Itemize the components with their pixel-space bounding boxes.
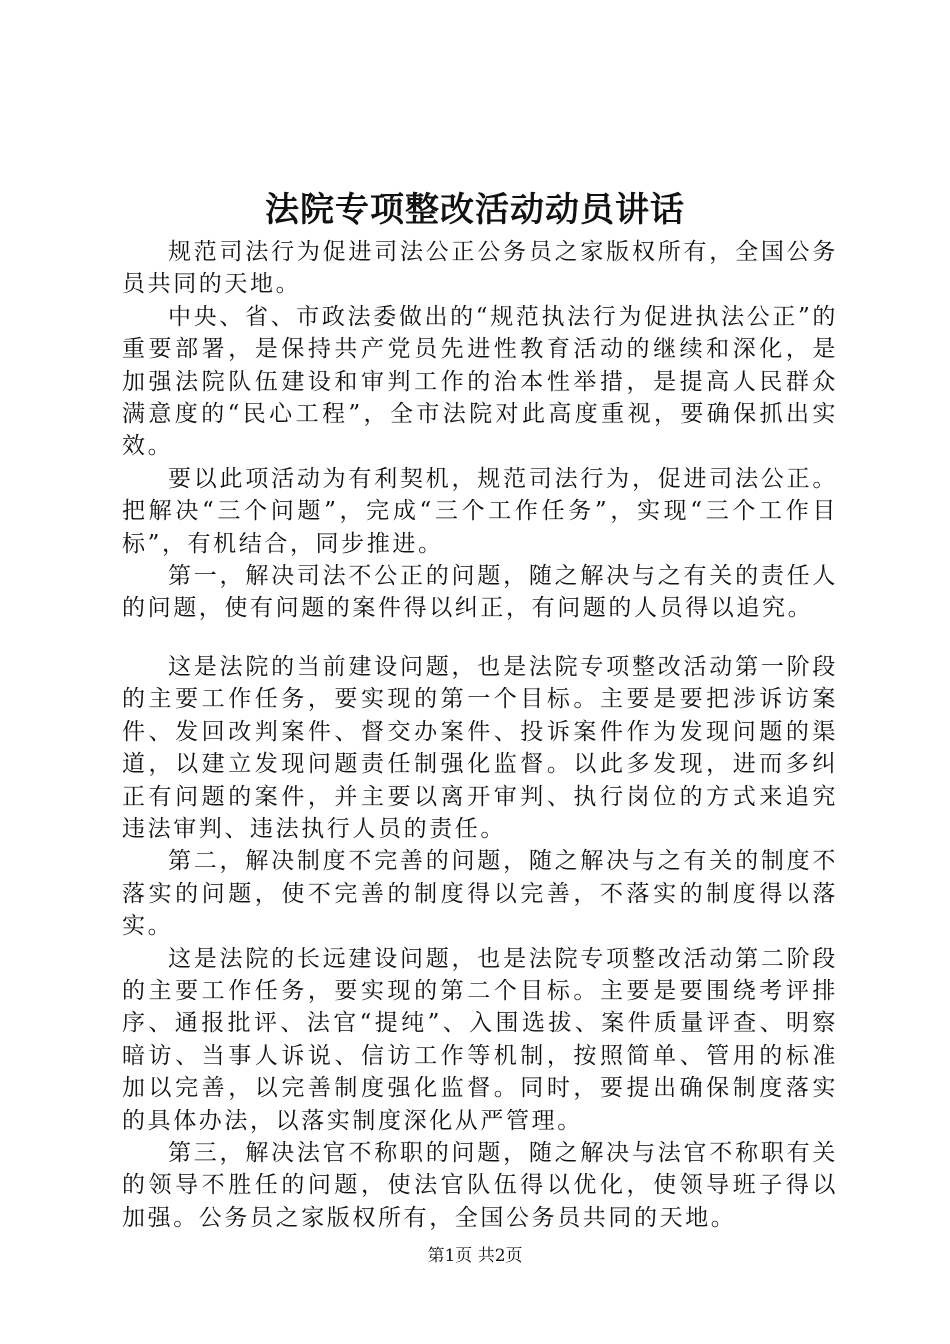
paragraph-7: 这是法院的长远建设问题，也是法院专项整改活动第二阶段的主要工作任务，要实现的第二个目标。主要是要围绕考评排序、通报批评、法官“提纯”、入围选拔、案件质量评查、明察暗访、当事人诉说、信访工作等机制，按照简单、管用的标准加以完善，以完善制度强化监督。同时，要提出确保制度落实的具体办法，以落实制度深化从严管理。 (122, 945, 838, 1134)
paragraph-5: 这是法院的当前建设问题，也是法院专项整改活动第一阶段的主要工作任务，要实现的第一个目标。主要是要把涉诉访案件、发回改判案件、督交办案件、投诉案件作为发现问题的渠道，以建立发现问题责任制强化监督。以此多发现，进而多纠正有问题的案件，并主要以离开审判、执行岗位的方式来追究违法审判、违法执行人员的责任。 (122, 653, 838, 842)
paragraph-1: 规范司法行为促进司法公正公务员之家版权所有，全国公务员共同的天地。 (122, 239, 838, 298)
paragraph-4: 第一，解决司法不公正的问题，随之解决与之有关的责任人的问题，使有问题的案件得以纠正，有问题的人员得以追究。 (122, 563, 838, 622)
paragraph-2: 中央、省、市政法委做出的“规范执法行为促进执法公正”的重要部署，是保持共产党员先进性教育活动的继续和深化，是加强法院队伍建设和审判工作的治本性举措，是提高人民群众满意度的“民心工程”，全市法院对此高度重视，要确保抓出实效。 (122, 303, 838, 460)
paragraph-6: 第二，解决制度不完善的问题，随之解决与之有关的制度不落实的问题，使不完善的制度得以完善，不落实的制度得以落实。 (122, 848, 838, 940)
page-indicator: 第1页 共2页 (427, 1246, 523, 1266)
paragraph-8: 第三，解决法官不称职的问题，随之解决与法官不称职有关的领导不胜任的问题，使法官队伍得以优化，使领导班子得以加强。公务员之家版权所有，全国公务员共同的天地。 (122, 1139, 838, 1231)
document-title: 法院专项整改活动动员讲话 (265, 190, 685, 230)
paragraph-3: 要以此项活动为有利契机，规范司法行为，促进司法公正。把解决“三个问题”，完成“三个工作任务”，实现“三个工作目标”，有机结合，同步推进。 (122, 465, 838, 557)
document-body (122, 236, 838, 1234)
